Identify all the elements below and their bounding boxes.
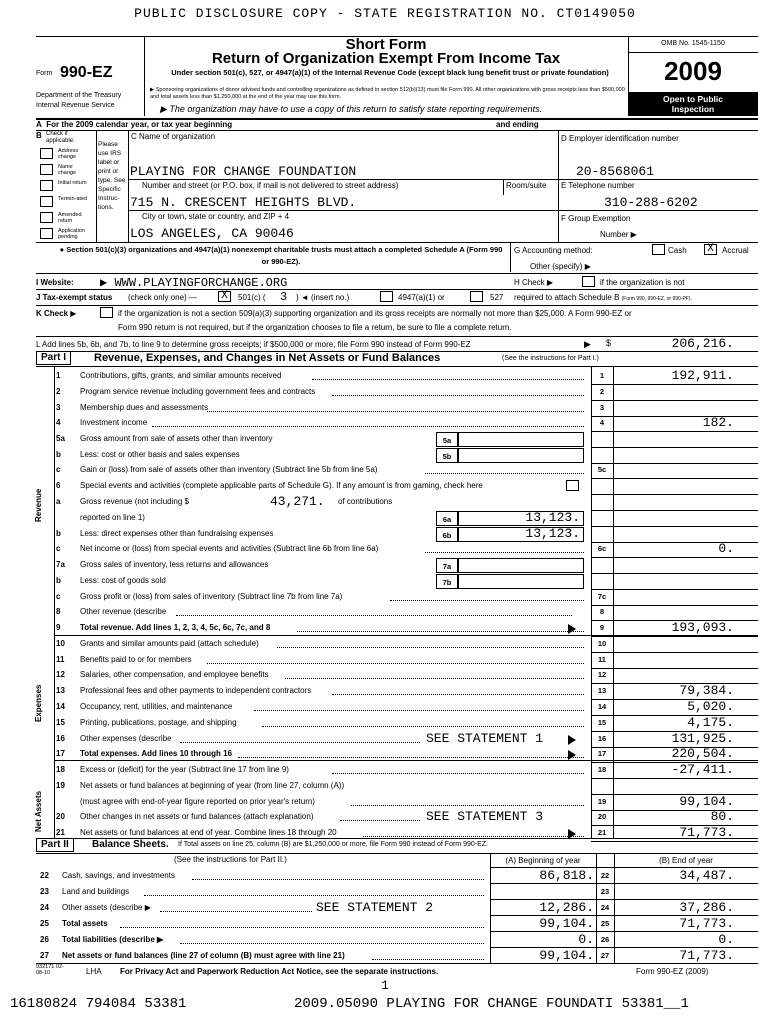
label-501c: 501(c) (	[238, 293, 266, 302]
leader-dots	[297, 631, 584, 632]
part1-line-desc: Net assets or fund balances at end of year. Combine lines 18 through 20	[80, 828, 337, 837]
part1-line-number: c	[56, 465, 61, 474]
telephone-label: E Telephone number	[561, 181, 635, 190]
col-a-value[interactable]: 86,818.	[539, 868, 594, 883]
website-value[interactable]: ▶ WWW.PLAYINGFORCHANGE.ORG	[100, 276, 288, 290]
city-label: City or town, state or country, and ZIP + 4	[142, 212, 290, 221]
room-suite-label: Room/suite	[506, 181, 547, 190]
checkbox-527[interactable]	[470, 291, 483, 302]
h-check-label: H Check ▶	[514, 278, 554, 287]
part2-box-number: 26	[600, 935, 610, 944]
please-use-irs-label: Please use IRS label or print or type. See Specific Instruc-tions.	[98, 141, 126, 211]
line-box-number: 14	[597, 702, 607, 711]
k-text: if the organization is not a section 509(a)(3) supporting organization and its gross receipts are normally not more than $25,000. A Form 990-EZ or	[118, 309, 632, 318]
part1-line-number: 6	[56, 481, 61, 490]
checkbox-amended-return[interactable]	[40, 212, 53, 223]
k-check-label: K Check ▶	[36, 309, 77, 318]
omb-number: OMB No. 1545-1150	[661, 40, 725, 47]
line-box-number: 7c	[597, 592, 607, 601]
part1-line-number: 9	[56, 623, 61, 632]
line-value[interactable]: 80.	[710, 809, 734, 824]
leader-dots	[180, 742, 420, 743]
part1-line-desc: Grants and similar amounts paid (attach schedule)	[80, 639, 259, 648]
leader-dots	[176, 615, 572, 616]
dept-treasury: Department of the Treasury	[36, 92, 122, 99]
footer-bottom-left: 16180824 794084 53381	[10, 996, 187, 1012]
part1-line-number: 19	[56, 781, 65, 790]
part1-line-number: b	[56, 576, 61, 585]
leader-dots	[180, 943, 484, 944]
part1-label: Part I	[36, 351, 71, 365]
col-b-value[interactable]: 71,773.	[679, 948, 734, 963]
label-4947: 4947(a)(1) or	[398, 293, 445, 302]
part1-line-desc: Excess or (deficit) for the year (Subtract line 17 from line 9)	[80, 765, 289, 774]
leader-dots	[425, 552, 584, 553]
leader-dots	[277, 647, 584, 648]
part1-line-number: 1	[56, 371, 61, 380]
part1-line-desc: reported on line 1)	[80, 513, 145, 522]
col-a-value[interactable]: 0.	[578, 932, 594, 947]
label-initial-return: Initial return	[58, 180, 87, 186]
l-text: L Add lines 5b, 6b, and 7b, to line 9 to determine gross receipts; if $500,000 or more, file Form 990 instead of Form 990-EZ	[36, 340, 471, 349]
form-number: 990-EZ	[60, 64, 113, 81]
checkbox-cash[interactable]	[652, 244, 665, 255]
leader-dots	[332, 773, 584, 774]
part2-see: (See the instructions for Part II.)	[174, 855, 287, 864]
inner-line-box: 6b	[436, 527, 458, 542]
col-b-value[interactable]: 34,487.	[679, 868, 734, 883]
inspection: Inspection	[671, 104, 715, 114]
leader-dots	[340, 820, 421, 821]
footer-form-ref: Form 990-EZ (2009)	[636, 967, 709, 976]
line-box-number: 4	[599, 418, 605, 427]
part1-line-number: 7a	[56, 560, 65, 569]
part1-line-desc: Gross amount from sale of assets other than inventory	[80, 434, 273, 443]
open-public: Open to Public	[663, 94, 723, 104]
part1-line-number: c	[56, 592, 61, 601]
part1-line-desc: Gain or (loss) from sale of assets other than inventory (Subtract line 5b from line 5a)	[80, 465, 378, 474]
org-name[interactable]: PLAYING FOR CHANGE FOUNDATION	[130, 164, 357, 179]
inner-value-box[interactable]	[458, 432, 584, 447]
form-word: Form	[36, 70, 53, 77]
leader-dots	[254, 710, 584, 711]
part2-label: Part II	[36, 838, 74, 852]
h-text-2: required to attach Schedule B (Form 990, 990-EZ, or 990-PF).	[514, 293, 692, 302]
check-only-one: (check only one) —	[128, 293, 197, 302]
schedule-a-note: ● Section 501(c)(3) organizations and 4947(a)(1) nonexempt charitable trusts must attach a completed Schedule A (Form 990 or 990-EZ).	[59, 245, 503, 266]
irs: Internal Revenue Service	[36, 102, 115, 109]
label-cash: Cash	[668, 246, 687, 255]
leader-dots	[372, 959, 484, 960]
part2-box-number: 22	[600, 871, 610, 880]
line-box-number: 10	[597, 639, 607, 648]
k-text-2: Form 990 return is not required, but if the organization chooses to file a return, be sure to file a complete return.	[118, 323, 512, 332]
telephone-value[interactable]: 310-288-6202	[604, 195, 698, 210]
line-box-number: 6c	[597, 544, 607, 553]
part1-line-desc: Less: direct expenses other than fundraising expenses	[80, 529, 274, 538]
inner-value-box[interactable]	[458, 574, 584, 589]
checkbox-501c[interactable]: X	[218, 291, 231, 302]
line-box-number: 11	[598, 655, 606, 664]
line-value[interactable]: 131,925.	[671, 731, 734, 746]
part1-line-desc: (must agree with end-of-year figure reported on prior year's return)	[80, 797, 315, 806]
col-a-header: (A) Beginning of year	[505, 856, 581, 865]
part2-box-number: 25	[600, 919, 610, 928]
checkbox-gaming[interactable]	[566, 480, 579, 491]
leader-dots	[390, 600, 584, 601]
part1-line-number: 12	[56, 670, 65, 679]
label-name-change: Name change	[58, 164, 77, 176]
part2-line-desc: Cash, savings, and investments	[62, 871, 175, 880]
leader-dots	[262, 726, 585, 727]
part2-line-number: 27	[40, 951, 49, 960]
inner-value-box[interactable]	[458, 448, 584, 463]
leader-dots	[238, 757, 584, 758]
expenses-side-label: Expenses	[34, 684, 43, 722]
label-accrual: Accrual	[722, 246, 749, 255]
city-state-zip[interactable]: LOS ANGELES, CA 90046	[130, 226, 294, 241]
checkbox-application-pending[interactable]	[40, 228, 53, 239]
line-value[interactable]: 192,911.	[671, 368, 734, 383]
part2-line-number: 25	[40, 919, 49, 928]
section-b-label: B	[36, 131, 42, 140]
part2-line-desc: Net assets or fund balances (line 27 of column (B) must agree with line 21)	[62, 951, 345, 960]
part1-line-desc: Professional fees and other payments to independent contractors	[80, 686, 312, 695]
part1-line-desc: Printing, publications, postage, and shipping	[80, 718, 237, 727]
part1-line-number: b	[56, 450, 61, 459]
revenue-side-label: Revenue	[34, 488, 43, 522]
part1-line-desc: Special events and activities (complete applicable parts of Schedule G). If any amount is from gaming, check here	[80, 481, 483, 490]
leader-dots	[160, 911, 312, 912]
line-box-number: 18	[597, 765, 607, 774]
tax-exempt-status-label: J Tax-exempt status	[36, 293, 113, 302]
row-arrow-icon	[568, 750, 576, 760]
line-box-number: 17	[597, 749, 607, 758]
leader-dots	[285, 678, 584, 679]
page-number: 1	[381, 978, 389, 993]
gaming-contrib-amount[interactable]: 43,271.	[270, 494, 325, 509]
part1-line-number: 20	[56, 812, 65, 821]
statement-ref[interactable]: SEE STATEMENT 1	[426, 731, 544, 746]
checkbox-k[interactable]	[100, 307, 113, 318]
part1-line-number: 10	[56, 639, 65, 648]
line-value[interactable]: 5,020.	[687, 699, 734, 714]
part1-line-number: c	[56, 544, 61, 553]
checkbox-address-change[interactable]	[40, 148, 53, 159]
label-amended-return: Amended return	[58, 212, 82, 224]
part1-line-number: 15	[56, 718, 65, 727]
part1-line-number: 3	[56, 403, 61, 412]
part1-line-number: 13	[56, 686, 65, 695]
line-value[interactable]: 79,384.	[679, 683, 734, 698]
line-value[interactable]: -27,411.	[671, 762, 734, 777]
col-b-value[interactable]: 71,773.	[679, 916, 734, 931]
part1-line-desc: Less: cost or other basis and sales expenses	[80, 450, 240, 459]
inner-value[interactable]: 13,123.	[525, 510, 580, 525]
statement-ref[interactable]: SEE STATEMENT 2	[316, 900, 434, 915]
inner-line-box: 7b	[436, 574, 458, 589]
checkbox-name-change[interactable]	[40, 164, 53, 175]
part1-line-desc: Less: cost of goods sold	[80, 576, 166, 585]
part1-line-desc: Salaries, other compensation, and employee benefits	[80, 670, 269, 679]
part2-line-number: 26	[40, 935, 49, 944]
row-arrow-icon	[568, 624, 576, 634]
line-value[interactable]: 71,773.	[679, 825, 734, 840]
line-box-number: 5c	[597, 465, 607, 474]
leader-dots	[351, 805, 584, 806]
part1-line-desc: Gross profit or (loss) from sales of inventory (Subtract line 7b from line 7a)	[80, 592, 343, 601]
inner-line-box: 6a	[436, 511, 458, 526]
insert-no-label: ) ◄ (insert no.)	[296, 293, 350, 302]
checkbox-schedule-b[interactable]	[582, 276, 595, 287]
checkbox-terminated[interactable]	[40, 196, 53, 207]
street-label: Number and street (or P.O. box, if mail is not delivered to street address)	[142, 181, 399, 190]
label-527: 527	[490, 293, 504, 302]
part1-line-number: 8	[56, 607, 61, 616]
part2-line-number: 22	[40, 871, 49, 880]
line-value[interactable]: 182.	[702, 415, 734, 430]
checkbox-accrual[interactable]: X	[704, 244, 717, 255]
part1-line-number: 14	[56, 702, 65, 711]
net-assets-side-label: Net Assets	[34, 790, 43, 832]
leader-dots	[332, 395, 584, 396]
501c-number[interactable]: 3	[280, 290, 288, 304]
col-a-value[interactable]: 12,286.	[539, 900, 594, 915]
checkbox-initial-return[interactable]	[40, 180, 53, 191]
part2-line-number: 24	[40, 903, 49, 912]
footer-lha: LHA	[86, 967, 102, 976]
ein-label: D Employer identification number	[561, 134, 679, 143]
line-box-number: 2	[599, 387, 605, 396]
part1-line-number: 4	[56, 418, 61, 427]
line-value[interactable]: 220,504.	[671, 746, 734, 761]
h-text: if the organization is not	[600, 278, 685, 287]
line-box-number: 9	[599, 623, 605, 632]
website-label: I Website:	[36, 278, 74, 287]
l-dollar: $	[606, 338, 612, 348]
line-box-number: 20	[597, 812, 607, 821]
section-a-text: A For the 2009 calendar year, or tax year beginning	[36, 120, 233, 129]
part1-line-desc: Benefits paid to or for members	[80, 655, 192, 664]
col-a-value[interactable]: 99,104.	[539, 916, 594, 931]
label-address-change: Address change	[58, 148, 79, 160]
line-box-number: 3	[599, 403, 605, 412]
line-box-number: 16	[597, 734, 607, 743]
footer-bottom-right: 2009.05090 PLAYING FOR CHANGE FOUNDATI 53381__1	[294, 996, 689, 1012]
leader-dots	[363, 836, 584, 837]
part2-line-desc: Other assets (describe ▶	[62, 903, 151, 912]
group-exemption-number-label: Number ▶	[600, 230, 637, 239]
part2-line-number: 23	[40, 887, 49, 896]
part2-line-desc: Total liabilities (describe ▶	[62, 935, 164, 944]
line-value[interactable]: 193,093.	[671, 620, 734, 635]
part1-line-number: a	[56, 497, 61, 506]
footer-privacy: For Privacy Act and Paperwork Reduction Act Notice, see the separate instructions.	[120, 967, 439, 976]
col-b-value[interactable]: 37,286.	[679, 900, 734, 915]
col-b-value[interactable]: 0.	[718, 932, 734, 947]
part1-line-desc: Net income or (loss) from special events and activities (Subtract line 6b from line 6a)	[80, 544, 379, 553]
inner-line-box: 5a	[436, 432, 458, 447]
line-box-number: 21	[597, 828, 607, 837]
part2-box-number: 23	[600, 887, 610, 896]
part1-line-desc: Other changes in net assets or fund balances (attach explanation)	[80, 812, 314, 821]
contrib-suffix: of contributions	[338, 497, 393, 506]
part1-line-desc: Gross sales of inventory, less returns and allowances	[80, 560, 269, 569]
part2-note: If Total assets on line 25, column (B) are $1,250,000 or more, file Form 990 instead of Form 990-EZ.	[178, 841, 488, 848]
leader-dots	[207, 663, 584, 664]
title-main: Return of Organization Exempt From Income Tax	[211, 50, 561, 67]
part2-line-desc: Total assets	[62, 919, 108, 928]
accounting-method-label: G Accounting method:	[514, 246, 593, 255]
line-box-number: 12	[597, 670, 607, 679]
col-b-header: (B) End of year	[659, 856, 713, 865]
part2-box-number: 27	[600, 951, 610, 960]
part1-line-number: 21	[56, 828, 65, 837]
part1-line-desc: Gross revenue (not including $	[80, 497, 189, 506]
part2-line-desc: Land and buildings	[62, 887, 130, 896]
part1-line-number: b	[56, 529, 61, 538]
copy-note: ▶ The organization may have to use a copy of this return to satisfy state reporting requirements.	[160, 104, 543, 114]
part1-line-desc: Total expenses. Add lines 10 through 16	[80, 749, 233, 758]
inner-line-box: 5b	[436, 448, 458, 463]
public-disclosure-header: PUBLIC DISCLOSURE COPY - STATE REGISTRATION NO. CT0149050	[134, 6, 636, 21]
part1-line-desc: Other revenue (describe	[80, 607, 167, 616]
leader-dots	[120, 927, 484, 928]
part1-line-number: 18	[56, 765, 65, 774]
line-box-number: 19	[597, 797, 607, 806]
ein-value[interactable]: 20-8568061	[576, 164, 655, 179]
leader-dots	[425, 473, 584, 474]
part1-line-desc: Program service revenue including government fees and contracts	[80, 387, 316, 396]
part1-line-desc: Net assets or fund balances at beginning of year (from line 27, column (A))	[80, 781, 345, 790]
part1-line-desc: Membership dues and assessments	[80, 403, 209, 412]
leader-dots	[312, 379, 584, 380]
section-a-ending: and ending	[496, 120, 539, 129]
inner-value-box[interactable]	[458, 558, 584, 573]
col-a-value[interactable]: 99,104.	[539, 948, 594, 963]
line-box-number: 1	[599, 371, 605, 380]
part1-see: (See the instructions for Part I.)	[502, 355, 599, 362]
gross-receipts-value[interactable]: 206,216.	[671, 336, 734, 351]
l-arrow: ▶	[584, 339, 591, 349]
other-specify-label: Other (specify) ▶	[530, 262, 591, 271]
leader-dots	[144, 895, 484, 896]
line-value[interactable]: 99,104.	[679, 794, 734, 809]
part1-title: Revenue, Expenses, and Changes in Net Assets or Fund Balances	[94, 352, 441, 364]
row-arrow-icon	[568, 735, 576, 745]
line-box-number: 8	[599, 607, 605, 616]
part1-line-number: 2	[56, 387, 61, 396]
title-short-form: Short Form	[345, 36, 427, 53]
statement-ref[interactable]: SEE STATEMENT 3	[426, 809, 544, 824]
subtitle: Under section 501(c), 527, or 4947(a)(1) of the Internal Revenue Code (except black lung benefit trust or private foundation)	[171, 68, 609, 77]
part1-line-number: 17	[56, 749, 65, 758]
part1-line-number: 5a	[56, 434, 65, 443]
inner-line-box: 7a	[436, 558, 458, 573]
part1-line-desc: Investment income	[80, 418, 148, 427]
sponsoring-note: ▶ Sponsoring organizations of donor advised funds and controlling organizations as defined in section 512(b)(13) must file Form 990. All other organizations with gross receipts less than $500,000 and total assets less than $1,250,000 at the end of the year may use this form.	[150, 87, 625, 100]
part2-box-number: 24	[600, 903, 610, 912]
part1-line-desc: Other expenses (describe	[80, 734, 172, 743]
leader-dots	[192, 879, 484, 880]
part1-line-desc: Occupancy, rent, utilities, and maintenance	[80, 702, 233, 711]
line-box-number: 15	[597, 718, 607, 727]
label-terminated: Termin-ated	[58, 196, 88, 202]
check-if-applicable: Check if applicable:	[46, 131, 75, 144]
part1-line-desc: Total revenue. Add lines 1, 2, 3, 4, 5c, 6c, 7c, and 8	[80, 623, 271, 632]
checkbox-4947[interactable]	[380, 291, 393, 302]
leader-dots	[332, 694, 584, 695]
line-box-number: 13	[597, 686, 607, 695]
part2-title: Balance Sheets.	[92, 839, 169, 850]
part1-line-number: 11	[56, 655, 65, 664]
street-address[interactable]: 715 N. CRESCENT HEIGHTS BLVD.	[130, 195, 357, 210]
part1-line-desc: Contributions, gifts, grants, and similar amounts received	[80, 371, 282, 380]
org-name-label: C Name of organization	[131, 132, 216, 141]
tax-year: 2009	[664, 56, 722, 86]
leader-dots	[207, 411, 584, 412]
group-exemption-label: F Group Exemption	[561, 214, 631, 223]
line-value[interactable]: 0.	[718, 541, 734, 556]
footer-code: 932171 02-08-10	[36, 964, 64, 976]
line-value[interactable]: 4,175.	[687, 715, 734, 730]
inner-value[interactable]: 13,123.	[525, 526, 580, 541]
leader-dots	[152, 426, 584, 427]
part1-line-number: 16	[56, 734, 65, 743]
label-application-pending: Application pending	[58, 228, 85, 240]
